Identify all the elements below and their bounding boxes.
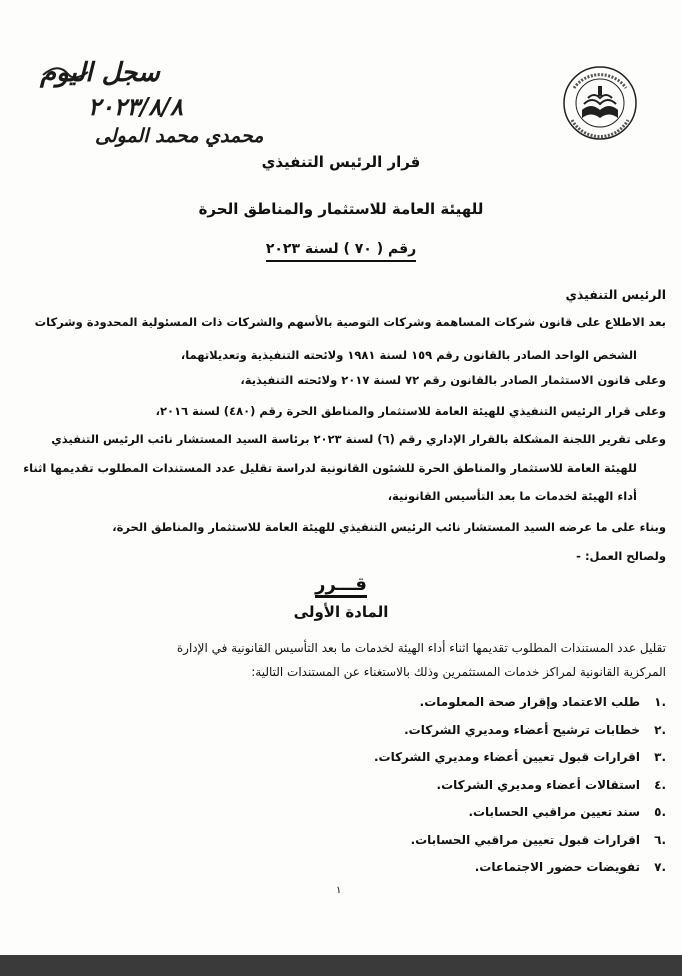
scan-footer-band: [0, 955, 682, 976]
list-item-number: ٢.: [654, 722, 666, 737]
authority-title: للهيئة العامة للاستثمار والمناطق الحرة: [198, 200, 484, 218]
decision-heading: [0, 574, 682, 595]
list-item-text: استقالات أعضاء ومديري الشركات.: [436, 777, 640, 792]
article-title: المادة الأولى: [293, 603, 389, 621]
list-item: [374, 827, 666, 855]
list-item-number: ٥.: [654, 805, 666, 819]
list-item-number: ٣.: [654, 750, 666, 764]
list-item-number: ٧.: [654, 860, 666, 874]
book-emblem-icon: [560, 58, 640, 148]
preamble-line: وعلى تقرير اللجنة المشكلة بالقرار الإداري رقم (٦) لسنة ٢٠٢٣ برئاسة السيد المستشار نائب الرئيس التنفيذي: [51, 432, 666, 446]
handwritten-date: ٢٠٢٣/٨/٨: [88, 92, 183, 121]
list-item-number: ١.: [654, 695, 666, 709]
preamble-line: بعد الاطلاع على قانون شركات المساهمة وشركات التوصية بالأسهم والشركات ذات المسئولية المحدودة وشركات: [34, 315, 666, 329]
handwritten-name: محمدي محمد المولى: [95, 125, 264, 147]
list-item-text: اقرارات قبول تعيين مراقبي الحسابات.: [410, 832, 640, 847]
decree-title: قرار الرئيس التنفيذي: [261, 153, 421, 171]
list-item: [374, 689, 666, 717]
preamble-line: ولصالح العمل: -: [576, 549, 666, 563]
preamble-line: للهيئة العامة للاستثمار والمناطق الحرة للشئون القانونية لدراسة تقليل عدد المستندات المطلوب تقديمها اثناء: [23, 461, 637, 475]
list-item-text: تفويضات حضور الاجتماعات.: [474, 860, 640, 874]
page-number: ١: [336, 885, 342, 896]
addressee: الرئيس التنفيذي: [565, 287, 666, 302]
article-intro-line: تقليل عدد المستندات المطلوب تقديمها اثناء أداء الهيئة لخدمات ما بعد التأسيس القانونية في الإدارة: [176, 641, 666, 655]
list-item-text: اقرارات قبول تعيين أعضاء ومديري الشركات.: [373, 750, 640, 764]
authority-logo: [560, 58, 640, 148]
list-item: [374, 799, 666, 827]
article-intro-line: المركزية القانونية لمراكز خدمات المستثمرين وذلك بالاستغناء عن المستندات التالية:: [251, 665, 666, 679]
documents-list: [374, 689, 666, 882]
decision-heading-text: قـــرر: [315, 574, 367, 598]
preamble-line: وعلى قانون الاستثمار الصادر بالقانون رقم ٧٢ لسنة ٢٠١٧ ولائحته التنفيذية،: [240, 373, 666, 387]
decree-number-text: رقم ( ٧٠ ) لسنة ٢٠٢٣: [266, 241, 416, 262]
preamble-line: وعلى قرار الرئيس التنفيذي للهيئة العامة للاستثمار والمناطق الحرة رقم (٤٨٠) لسنة ٢٠١٦،: [155, 404, 666, 418]
list-item: [374, 772, 666, 800]
list-item-text: طلب الاعتماد وإقرار صحة المعلومات.: [419, 695, 640, 709]
list-item: [374, 717, 666, 745]
list-item-text: خطابات ترشيح أعضاء ومديري الشركات.: [404, 722, 640, 737]
preamble-line: الشخص الواحد الصادر بالقانون رقم ١٥٩ لسنة ١٩٨١ ولائحته التنفيذية وتعديلاتهما،: [180, 348, 637, 362]
handwritten-note: سجل اليوم: [40, 58, 160, 88]
list-item: [374, 744, 666, 772]
list-item: [374, 854, 666, 882]
preamble-line: وبناء على ما عرضه السيد المستشار نائب الرئيس التنفيذي للهيئة العامة للاستثمار والمناطق الحرة،: [112, 520, 666, 534]
list-item-number: ٦.: [654, 832, 666, 847]
list-item-number: ٤.: [654, 777, 666, 792]
preamble-line: أداء الهيئة لخدمات ما بعد التأسيس القانونية،: [387, 489, 637, 503]
decree-number: [0, 241, 682, 257]
list-item-text: سند تعيين مراقبي الحسابات.: [468, 805, 640, 819]
